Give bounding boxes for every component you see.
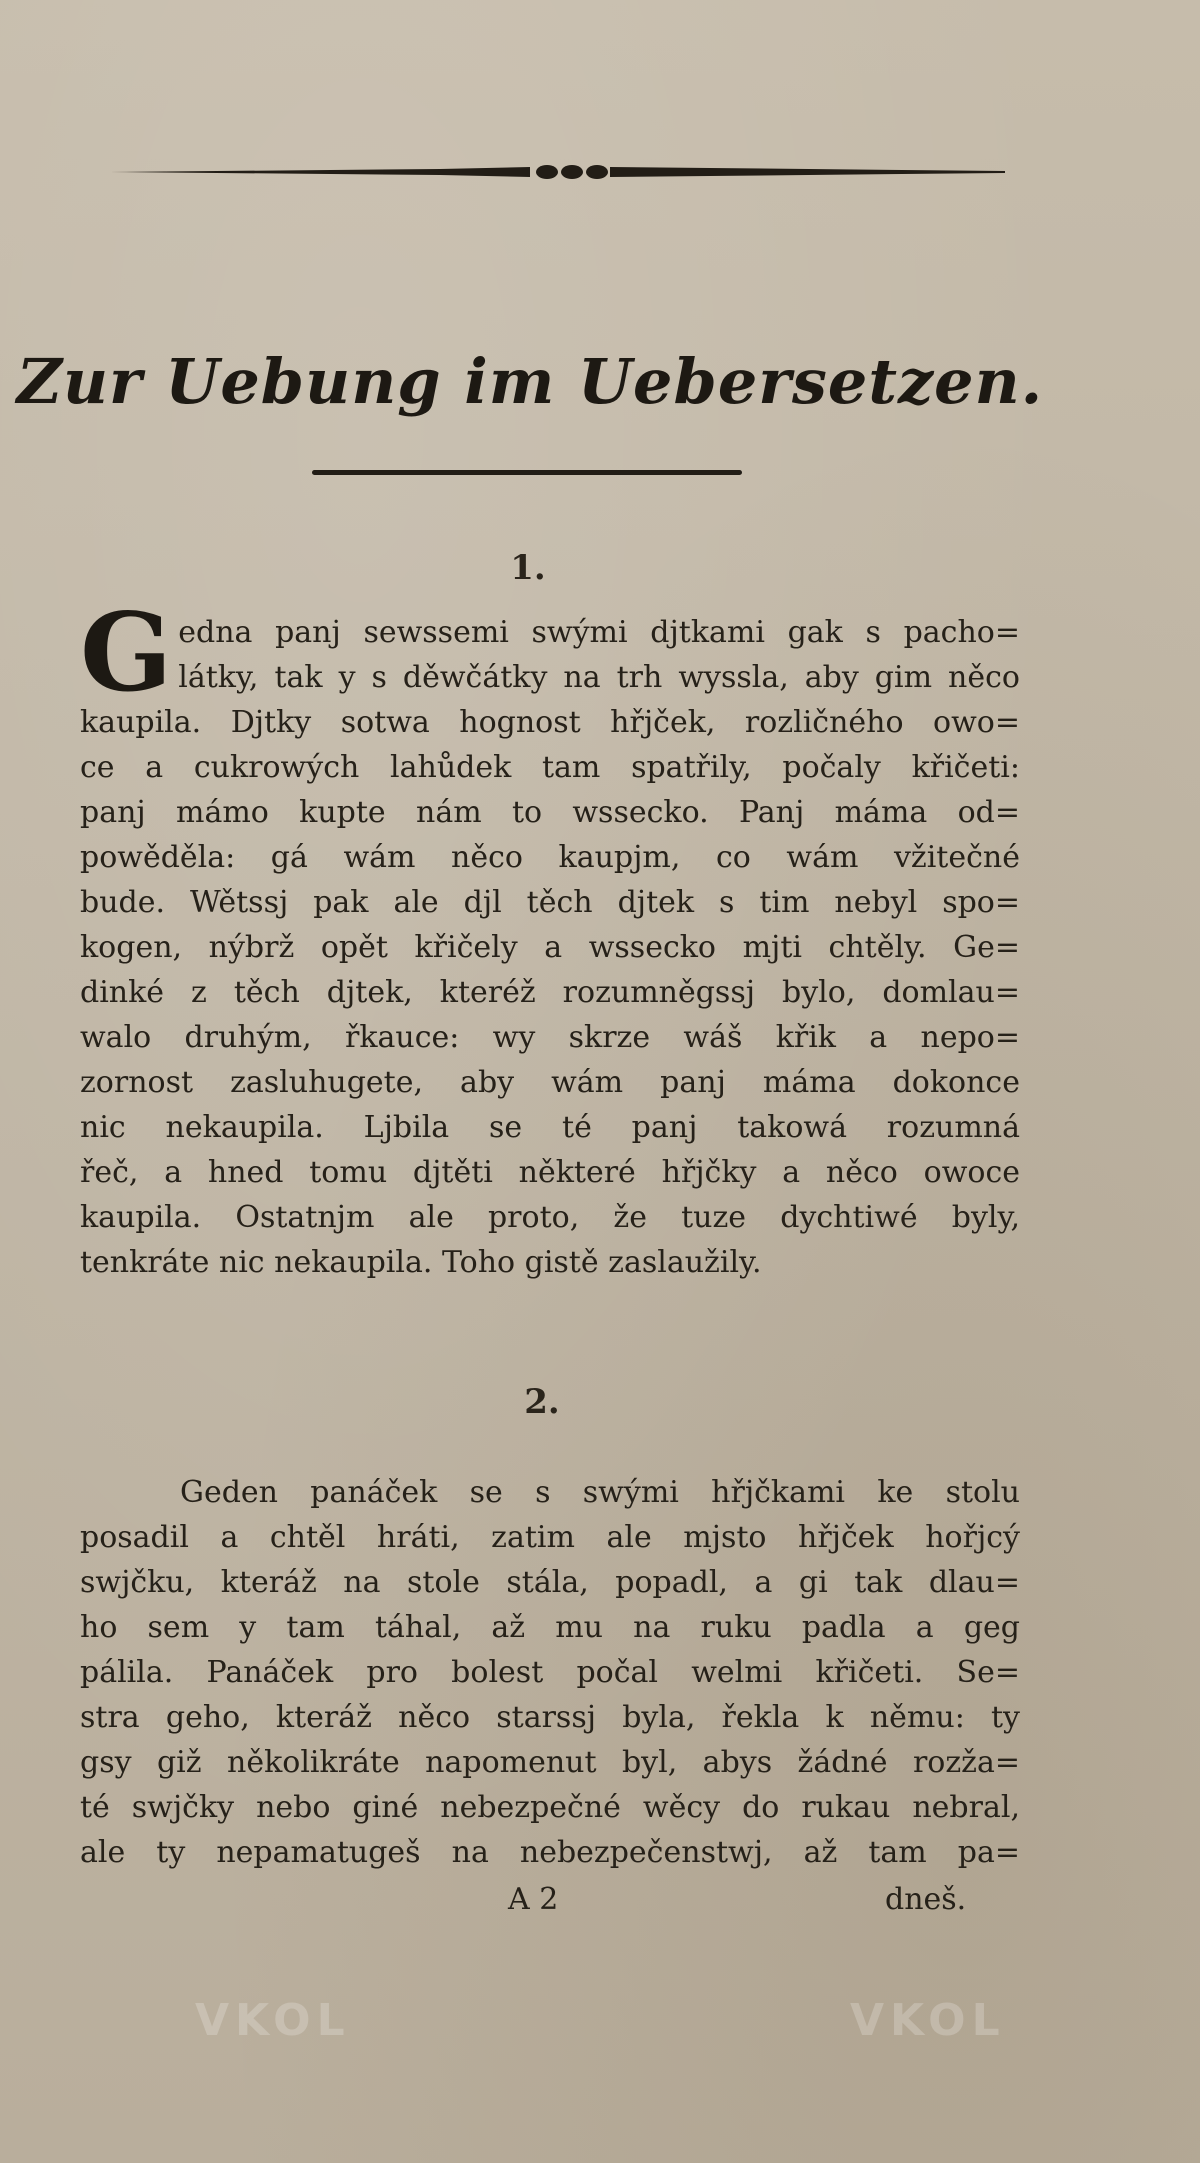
title-underline [312, 470, 742, 475]
header-ornament-rule [110, 160, 1005, 184]
text-line: ce a cukrowých lahůdek tam spatřily, počaly křičeti: [80, 750, 1020, 785]
text-line: kogen, nýbrž opět křičely a wssecko mjti chtěly. Ge= [80, 930, 1020, 965]
text-line: panj mámo kupte nám to wssecko. Panj máma od= [80, 795, 1020, 830]
text-line: Geden panáček se s swými hřjčkami ke stolu [180, 1475, 1020, 1510]
paragraph-1 [80, 590, 1020, 1285]
text-line: tenkráte nic nekaupila. Toho gistě zaslaužily. [80, 1245, 762, 1280]
ornament-knot [561, 165, 583, 179]
text-line: gsy giž několikráte napomenut byl, abys žádné rozža= [80, 1745, 1020, 1780]
text-line: pálila. Panáček pro bolest počal welmi křičeti. Se= [80, 1655, 1020, 1690]
ornament-left-taper [110, 167, 530, 177]
section-number-2: 2. [524, 1382, 560, 1422]
text-line: té swjčky nebo giné nebezpečné wěcy do rukau nebral, [80, 1790, 1020, 1825]
text-line: kaupila. Ostatnjm ale proto, že tuze dychtiwé byly, [80, 1200, 1020, 1235]
text-line: ale ty nepamatugeš na nebezpečenstwj, až tam pa= [80, 1835, 1020, 1870]
text-line: posadil a chtěl hráti, zatim ale mjsto hřjček hořjcý [80, 1520, 1020, 1555]
text-line: látky, tak y s děwčátky na trh wyssla, aby gim něco [178, 660, 1020, 695]
ornament-knot [536, 165, 558, 179]
catchword: dneš. [885, 1882, 967, 1917]
text-line: zornost zasluhugete, aby wám panj máma dokonce [80, 1065, 1020, 1100]
paragraph-2 [80, 1470, 1020, 1875]
ornament-knot [586, 165, 608, 179]
text-line: swjčku, kteráž na stole stála, popadl, a gi tak dlau= [80, 1565, 1020, 1600]
text-line: bude. Wětssj pak ale djl těch djtek s tim nebyl spo= [80, 885, 1020, 920]
library-watermark: VKOL [850, 1995, 1006, 2046]
text-line: stra geho, kteráž něco starssj byla, řekla k němu: ty [80, 1700, 1020, 1735]
page-title: Zur Uebung im Uebersetzen. [16, 345, 1044, 418]
signature-mark: A 2 [508, 1882, 559, 1917]
text-line: nic nekaupila. Ljbila se té panj takowá rozumná [80, 1110, 1020, 1145]
section-number-1: 1. [510, 548, 546, 588]
text-line: edna panj sewssemi swými djtkami gak s pacho= [178, 615, 1020, 650]
text-line: ho sem y tam táhal, až mu na ruku padla a geg [80, 1610, 1020, 1645]
text-line: dinké z těch djtek, kteréž rozumněgssj bylo, domlau= [80, 975, 1020, 1010]
text-line: kaupila. Djtky sotwa hognost hřjček, rozličného owo= [80, 705, 1020, 740]
text-line: walo druhým, řkauce: wy skrze wáš křik a nepo= [80, 1020, 1020, 1055]
text-line: powěděla: gá wám něco kaupjm, co wám vžitečné [80, 840, 1020, 875]
drop-cap-letter: G [80, 590, 173, 716]
ornament-right-taper [610, 167, 1005, 177]
text-line: řeč, a hned tomu djtěti některé hřjčky a něco owoce [80, 1155, 1020, 1190]
library-watermark: VKOL [195, 1995, 351, 2046]
